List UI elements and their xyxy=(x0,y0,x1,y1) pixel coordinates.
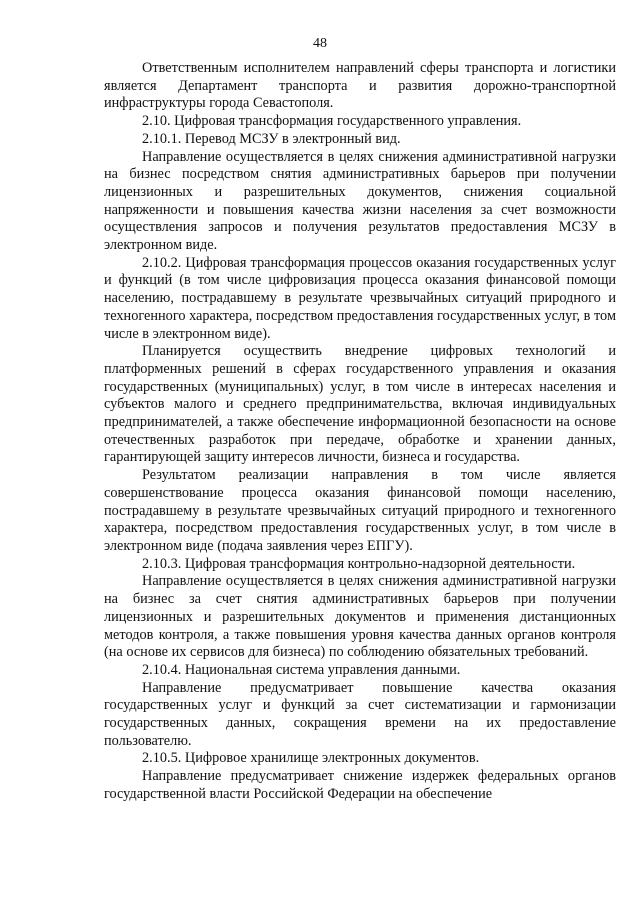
heading-2-10-3: 2.10.3. Цифровая трансформация контрольно-надзорной деятельности. xyxy=(142,555,576,572)
paragraph-2-10-5-body: Направление предусматривает снижение издержек федеральных органов государственной власти Российской Федерации на обеспечение xyxy=(104,768,616,802)
paragraph-2-10-2-plan: Планируется осуществить внедрение цифровых технологий и платформенных решений в сферах государственного управления и оказания государственных (муниципальных) услуг, в том числе в интересах населения и субъектов малого и среднего предпринимательства, включая индивидуальных предпринимателей, а также обеспечение информационной безопасности на основе отечественных разработок при передаче, обработке и хранении данных, гарантирующей защиту интересов личности, бизнеса и государства. xyxy=(104,343,616,466)
paragraph-2-10-3-body: Направление осуществляется в целях снижения административной нагрузки на бизнес за счет снятия административных барьеров при получении лицензионных и разрешительных документов и применения дистанционных методов контроля, а также повышения уровня качества данных органов контроля (на основе их сервисов для бизнеса) по соблюдению обязательных требований. xyxy=(104,573,616,661)
paragraph-2-10-1-body: Направление осуществляется в целях снижения административной нагрузки на бизнес посредством снятия административных барьеров при получении лицензионных и разрешительных документов, снижения социальной напряженности и повышения качества жизни населения за счет возможности осуществления запросов и получения результатов предоставления МСЗУ в электронном виде. xyxy=(104,148,616,254)
page-number: 48 xyxy=(313,36,327,51)
paragraph-2-10-4-body: Направление предусматривает повышение качества оказания государственных услуг и функций за счет систематизации и гармонизации государственных данных, сокращения времени на их предоставление пользователю. xyxy=(104,679,616,749)
heading-2-10-1: 2.10.1. Перевод МСЗУ в электронный вид. xyxy=(142,130,401,147)
paragraph-2-10-2-result: Результатом реализации направления в том числе является совершенствование процесса оказания финансовой помощи населению, пострадавшему в результате чрезвычайных ситуаций природного и техногенного характера, посредством предоставления государственных услуг, в том числе в электронном виде (подача заявления через ЕПГУ). xyxy=(104,467,616,554)
heading-2-10-5: 2.10.5. Цифровое хранилище электронных документов. xyxy=(142,750,480,767)
heading-2-10: 2.10. Цифровая трансформация государственного управления. xyxy=(142,113,522,130)
paragraph-responsible-executor: Ответственным исполнителем направлений сферы транспорта и логистики является Департамент транспорта и развития дорожно-транспортной инфраструктуры города Севастополя. xyxy=(104,60,616,112)
document-body xyxy=(104,60,616,804)
heading-2-10-4: 2.10.4. Национальная система управления данными. xyxy=(142,661,461,678)
heading-2-10-2: 2.10.2. Цифровая трансформация процессов оказания государственных услуг и функций (в том числе цифровизация процесса оказания финансовой помощи населению, пострадавшему в результате чрезвычайных ситуаций природного и техногенного характера, посредством предоставления государственных услуг, в том числе в электронном виде). xyxy=(104,254,616,342)
